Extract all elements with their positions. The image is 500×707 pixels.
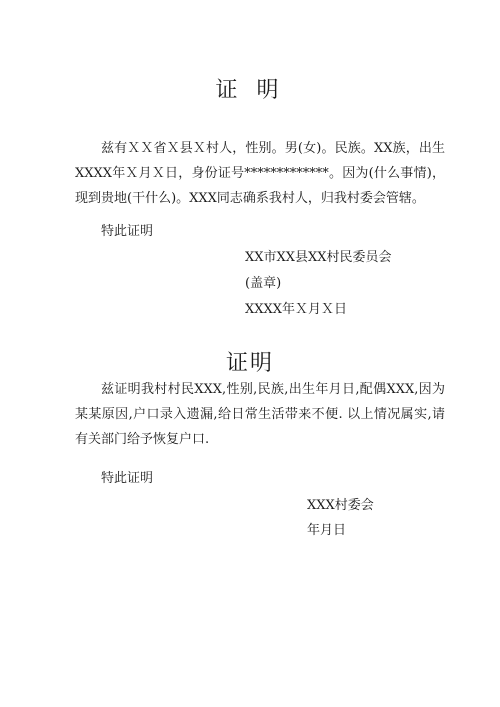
certificate-1-seal: (盖章) [245, 276, 282, 291]
certificate-2-closing: 特此证明 [101, 471, 154, 486]
certificate-2-date: 年月日 [307, 523, 347, 538]
certificate-2-title: 证明 [225, 351, 274, 376]
certificate-1-body: 兹有ＸＸ省Ｘ县Ｘ村人，性别。男(女)。民族。XX族，出生XXXX年Ｘ月Ｘ日，身份证号*************。因为(什么事情)，现到贵地(干什么)。XXX同志确系我村人，归我村委会管辖。 [75, 141, 445, 206]
certificate-1-closing: 特此证明 [101, 224, 154, 239]
certificate-1-title: 证 明 [215, 78, 285, 103]
certificate-1-organization: XX市XX县XX村民委员会 [245, 250, 392, 265]
certificate-2-organization: XXX村委会 [307, 498, 374, 513]
certificate-1-date: XXXX年Ｘ月Ｘ日 [245, 302, 348, 317]
certificate-2-body: 兹证明我村村民XXX,性别,民族,出生年月日,配偶XXX,因为某某原因,户口录入遗漏,给日常生活带来不便. 以上情况属实,请有关部门给予恢复户口. [75, 382, 445, 447]
